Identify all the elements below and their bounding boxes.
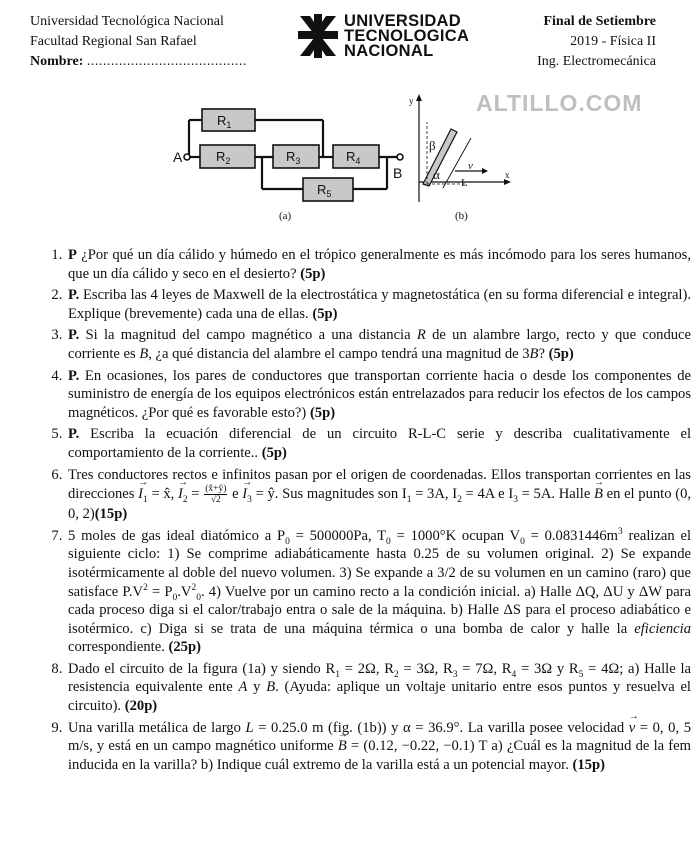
faculty-name: Facultad Regional San Rafael bbox=[30, 34, 197, 49]
length-label: L bbox=[461, 177, 468, 189]
node-a-label: A bbox=[173, 149, 183, 165]
alpha-label: α bbox=[433, 167, 440, 182]
caption-a: (a) bbox=[279, 210, 292, 222]
career-name: Ing. Electromecánica bbox=[537, 54, 656, 69]
logo-wordmark bbox=[344, 14, 469, 59]
exam-info-block bbox=[537, 12, 656, 72]
question-7: 7. 5 moles de gas ideal diatómico a $P_0 = 500000Pa$, $T_0 = 1000^\circ K$ ocupan $V_0 = 0.0831446m^3$ realizan el siguiente ciclo: 1) Se comprime adiabáticamente hasta 0.25 de su volumen original. 2) Se expande isotérmicamente al doble del nuevo volumen. 3) Se expande a 3/2 de su volumen en un camino (raro) que satisface $P.V^2 = P_0.V^2_0$. 4) Vuelve por un camino recto a la condición inicial. a) Halle ΔQ, ΔU y ΔW para cada proceso diga si el calor/trabajo entra o sale de la máquina. b) Halle ΔS para el proceso adiabático e isotérmico. c) Diga si se trata de una máquina térmica o una bomba de calor y halle la eficiencia correspondiente. (25p) bbox=[66, 527, 691, 657]
axis-y-label: y bbox=[409, 96, 414, 106]
label-r3: $R_3$ bbox=[286, 149, 301, 166]
question-3: 3. P. Si la magnitud del campo magnético a una distancia R de un alambre largo, recto y que conduce corriente es B, ¿a qué distancia del alambre el campo tendrá una magnitud de 3B? (5p) bbox=[66, 326, 691, 363]
label-r4: $R_4$ bbox=[346, 149, 361, 166]
name-dots: ........................................ bbox=[86, 54, 247, 69]
beta-label: β bbox=[429, 138, 436, 153]
watermark: ALTILLO.COM bbox=[476, 90, 643, 116]
fraction: $\frac{(x̂+ŷ)}{√2}$ bbox=[205, 484, 227, 506]
question-list bbox=[30, 246, 691, 777]
logo-line-2: TECNOLOGICA bbox=[344, 27, 470, 45]
node-b-label: B bbox=[393, 165, 403, 181]
caption-b: (b) bbox=[455, 210, 468, 222]
question-1: 1. P ¿Por qué un día cálido y húmedo en el trópico generalmente es más incómodo para los seres humanos, que un día cálido y seco en el desierto? (5p) bbox=[66, 246, 691, 283]
label-r5: $R_5$ bbox=[317, 182, 332, 199]
question-6: 6. Tres conductores rectos e infinitos pasan por el origen de coordenadas. Ellos transportan corrientes en las direcciones → $I_1$ = x̂, → $I_2$ = $\frac{(x̂+ŷ)}{√2}$ $e \to I_3$ = ŷ. Sus magnitudes son $I_1 = 3A$, $I_2 = 4A$ e $I_3 = 5A$. Halle → B en el punto (0, 0, 2)(15p) bbox=[66, 466, 691, 524]
label-r2: $R_2$ bbox=[216, 149, 231, 166]
student-name-line bbox=[30, 52, 247, 72]
exam-header bbox=[30, 12, 656, 76]
institution-block bbox=[30, 12, 247, 72]
utn-logo bbox=[298, 14, 488, 60]
terminal-a bbox=[184, 154, 190, 160]
logo-line-3: NACIONAL bbox=[344, 42, 434, 60]
logo-line-1: UNIVERSIDAD bbox=[344, 12, 461, 30]
terminal-b bbox=[397, 154, 403, 160]
figures-svg bbox=[165, 92, 525, 227]
question-5: 5. P. Escriba la ecuación diferencial de un circuito R-L-C serie y describa cualitativamente el comportamiento de la corriente.. (5p) bbox=[66, 425, 691, 462]
utn-logo-icon bbox=[298, 14, 338, 58]
figures bbox=[165, 92, 525, 227]
label-r1: $R_1$ bbox=[217, 113, 232, 130]
question-8: 8. Dado el circuito de la figura (1a) y siendo $R_1 = 2\Omega$, $R_2 = 3\Omega$, $R_3 = 7\Omega$, $R_4 = 3\Omega$ y $R_5 = 4\Omega$; a) Halle la resistencia equivalente ente A y B. (Ayuda: aplique un voltaje unitario entre esos puntos y resuelva el circuito). (20p) bbox=[66, 660, 691, 716]
question-9: 9. Una varilla metálica de largo L = 0.25.0 m (fig. (1b)) y α = 36.9°. La varilla posee velocidad → v = 0, 0, 5 m/s, y está en un campo magnético uniforme → B = (0.12, −0.22, −0.1) T a) ¿Cuál es la magnitud de la fem inducida en la varilla? b) Indique cuál extremo de la varilla está a un potencial mayor. (15p) bbox=[66, 719, 691, 775]
university-name: Universidad Tecnológica Nacional bbox=[30, 14, 224, 29]
exam-title: Final de Setiembre bbox=[543, 14, 656, 29]
name-label: Nombre: bbox=[30, 54, 84, 69]
question-4: 4. P. En ocasiones, los pares de conductores que transportan corriente hacia o desde los componentes de suministro de energía de los equipos electrónicos están entrelazados para reducir los efectos de los campos magnéticos. ¿Por qué es favorable esto?) (5p) bbox=[66, 367, 691, 423]
velocity-label: v bbox=[468, 160, 473, 172]
exam-year-subject: 2019 - Física II bbox=[570, 34, 656, 49]
question-2: 2. P. Escriba las 4 leyes de Maxwell de la electrostática y magnetostática (en su forma diferencial e integral). Explique (brevemente) cada una de ellas. (5p) bbox=[66, 286, 691, 323]
axis-x-label: x bbox=[505, 170, 510, 180]
